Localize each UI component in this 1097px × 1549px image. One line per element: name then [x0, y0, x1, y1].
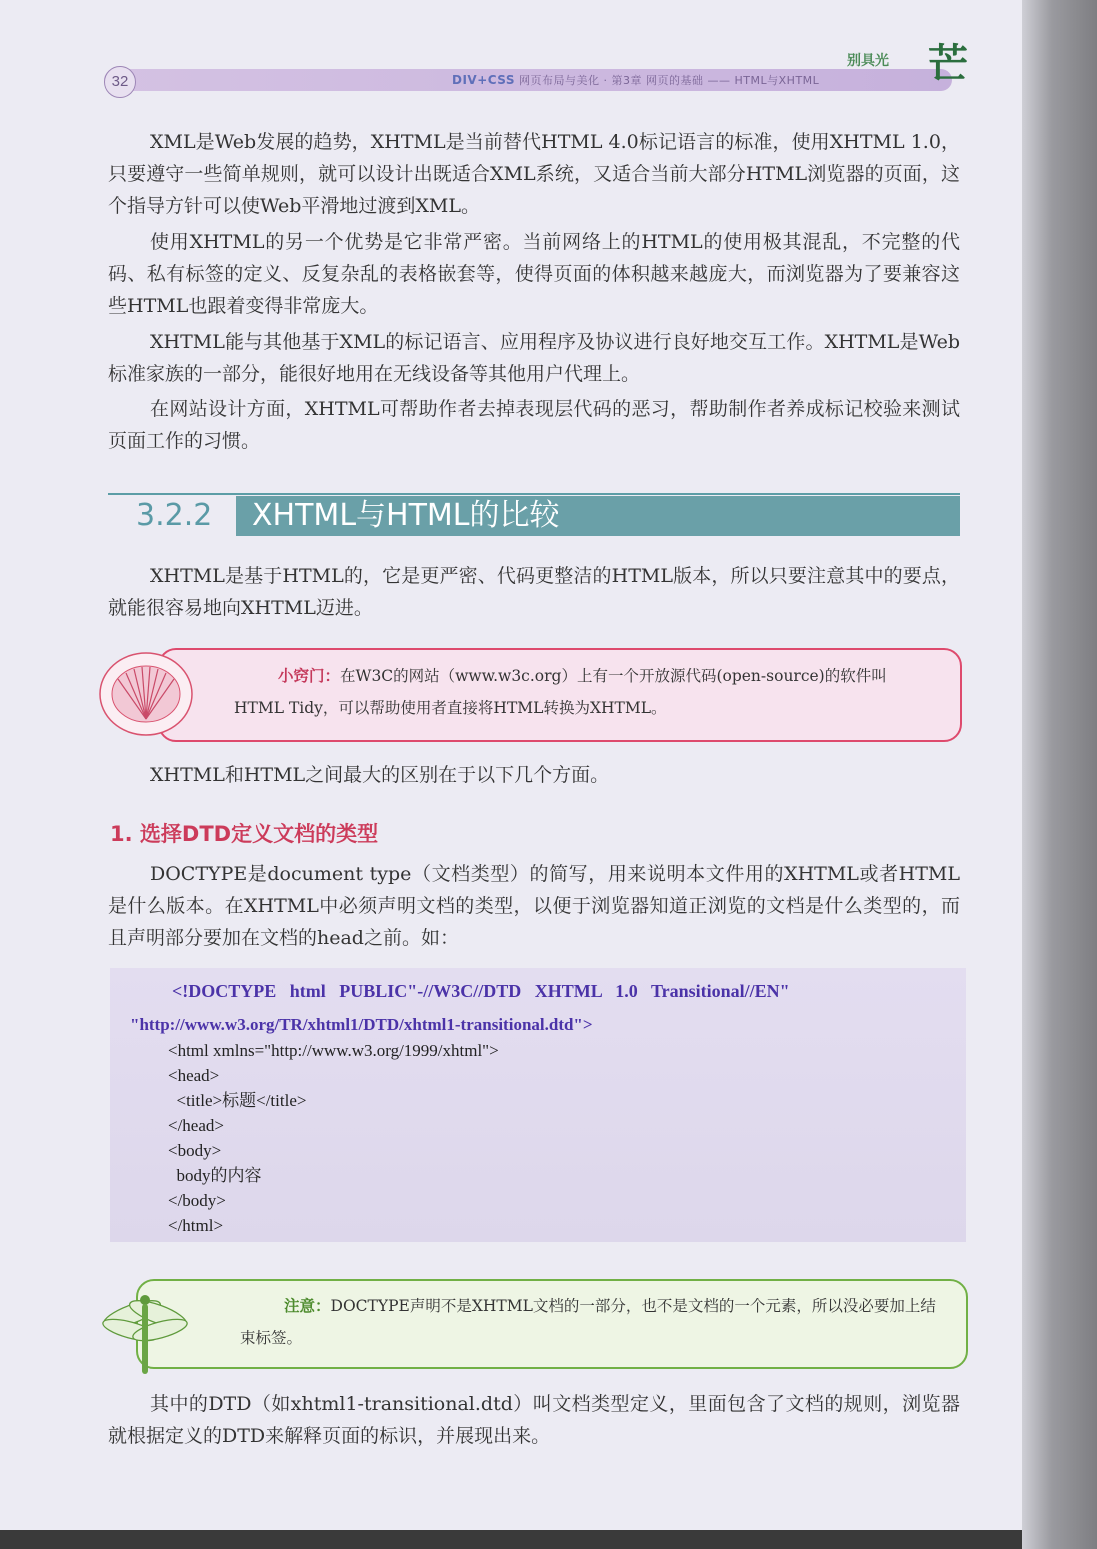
paragraph-1: XML是Web发展的趋势，XHTML是当前替代HTML 4.0标记语言的标准，使用XHTML 1.0，只要遵守一些简单规则，就可以设计出既适合XML系统，又适合当前大部分HTML浏览器的页面，这个指导方针可以使Web平滑地过渡到XML。: [108, 131, 960, 217]
series-logo-text: 别具光: [847, 53, 889, 69]
section-rule: [108, 493, 960, 495]
tip-label: 小窍门：: [278, 667, 341, 685]
code-line: <title>标题</title>: [168, 1091, 307, 1110]
code-line: </html>: [168, 1216, 224, 1235]
series-logo-mark: 芒: [928, 41, 968, 87]
paragraph-4: 在网站设计方面，XHTML可帮助作者去掉表现层代码的恶习，帮助制作者养成标记校验来测试页面工作的习惯。: [108, 398, 960, 452]
note-content: DOCTYPE声明不是XHTML文档的一部分，也不是文档的一个元素，所以没必要加上结束标签。: [240, 1297, 936, 1347]
code-line: <html xmlns="http://www.w3.org/1999/xhtml">: [168, 1041, 499, 1060]
header-brand: DIV+CSS: [452, 73, 516, 87]
subsection-heading: 1. 选择DTD定义文档的类型: [110, 822, 379, 846]
page-bottom-shadow: [0, 1530, 1022, 1549]
paragraph-3: XHTML能与其他基于XML的标记语言、应用程序及协议进行良好地交互工作。XHTML是Web标准家族的一部分，能很好地用在无线设备等其他用户代理上。: [108, 331, 960, 385]
header-chapter: 网页布局与美化 · 第3章 网页的基础 —— HTML与XHTML: [519, 74, 820, 87]
section-intro: XHTML是基于HTML的，它是更严密、代码更整洁的HTML版本，所以只要注意其中的要点，就能很容易地向XHTML迈进。: [108, 565, 960, 619]
shell-icon: [96, 647, 206, 739]
code-line: </body>: [168, 1191, 226, 1210]
code-line: <body>: [168, 1141, 222, 1160]
closing-paragraph: 其中的DTD（如xhtml1-transitional.dtd）叫文档类型定义，里面包含了文档的规则，浏览器就根据定义的DTD来解释页面的标识，并展现出来。: [108, 1393, 960, 1447]
section-title: XHTML与HTML的比较: [252, 498, 560, 533]
tip-content: 在W3C的网站（www.w3c.org）上有一个开放源代码(open-source)的软件叫HTML Tidy，可以帮助使用者直接将HTML转换为XHTML。: [234, 667, 887, 717]
code-line: <head>: [168, 1066, 220, 1085]
section-number: 3.2.2: [136, 498, 213, 533]
code-line: body的内容: [168, 1166, 262, 1185]
dragonfly-icon: [96, 1270, 192, 1382]
subsection-text: DOCTYPE是document type（文档类型）的简写，用来说明本文件用的XHTML或者HTML是什么版本。在XHTML中必须声明文档的类型，以便于浏览器知道正浏览的文档是什么类型的，而且声明部分要加在文档的head之前。如：: [108, 863, 960, 949]
note-label: 注意：: [284, 1297, 331, 1315]
note-text: [240, 1290, 940, 1354]
running-header: [452, 71, 922, 89]
tip-text: [234, 660, 934, 724]
paragraph-2: 使用XHTML的另一个优势是它非常严密。当前网络上的HTML的使用极其混乱，不完整的代码、私有标签的定义、反复杂乱的表格嵌套等，使得页面的体积越来越庞大，而浏览器为了要兼容这些HTML也跟着变得非常庞大。: [108, 231, 960, 317]
differences-intro: XHTML和HTML之间最大的区别在于以下几个方面。: [150, 764, 610, 786]
code-line: </head>: [168, 1116, 224, 1135]
page-edge: [1022, 0, 1097, 1549]
page-number: 32: [104, 66, 136, 98]
code-doctype-line-2: "http://www.w3.org/TR/xhtml1/DTD/xhtml1-transitional.dtd">: [130, 1015, 593, 1034]
code-doctype-line-1: <!DOCTYPE html PUBLIC"-//W3C//DTD XHTML 1.0 Transitional//EN": [172, 981, 790, 1001]
